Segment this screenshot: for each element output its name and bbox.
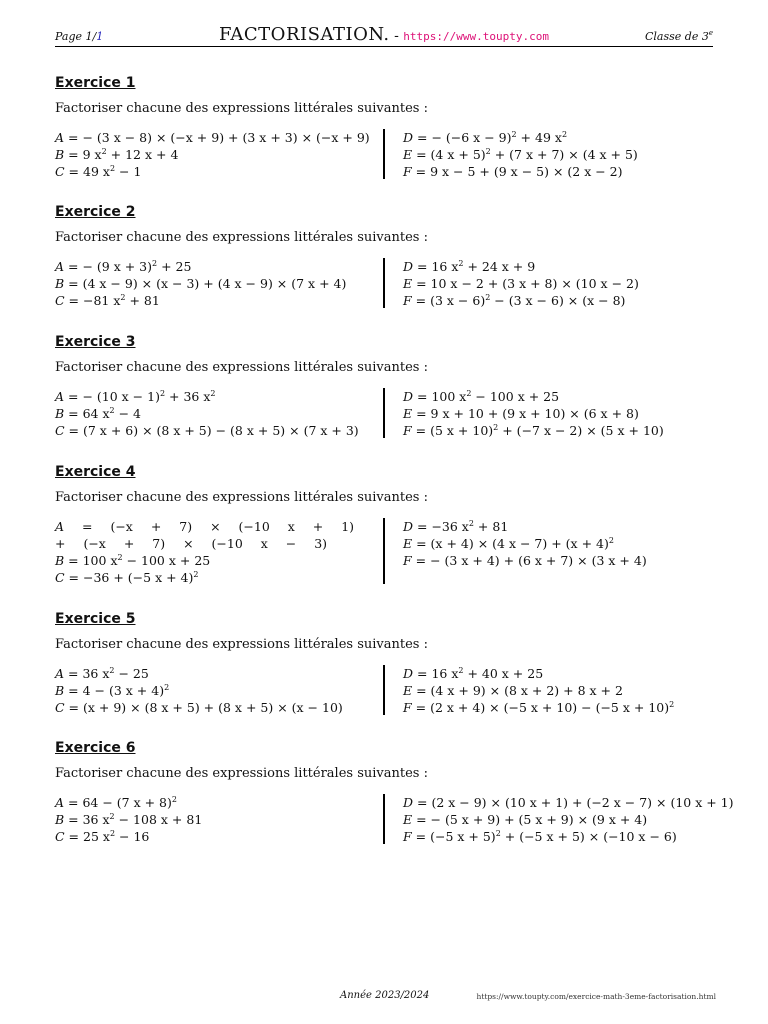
exercise-title: Exercice 3 xyxy=(55,334,136,350)
expression-columns xyxy=(55,665,715,717)
expression-d: D = −36 $x^2 + 81$ xyxy=(403,519,509,534)
column-divider xyxy=(383,518,385,584)
right-column xyxy=(403,258,723,309)
expression-a: A = 64 − (7 x + 8)$^2$ xyxy=(55,795,177,810)
expression-columns xyxy=(55,518,715,588)
right-column xyxy=(403,518,723,569)
exercise-title: Exercice 5 xyxy=(55,611,136,627)
exercise-1 xyxy=(55,75,715,181)
expression-b: B = 100 $x^2 - 100$ x + 25 xyxy=(55,553,211,568)
exercise-instruction: Factoriser chacune des expressions littérales suivantes : xyxy=(55,766,428,781)
footer-link[interactable]: https://www.toupty.com/exercice-math-3eme-factorisation.html xyxy=(476,992,716,1001)
expression-f: F = (5 x + 10)$^2$ + (−7 x − 2) × (5 x + 10) xyxy=(403,423,664,438)
expression-f: F = 9 x − 5 + (9 x − 5) × (2 x − 2) xyxy=(403,164,623,179)
expression-a: A = 36 $x^2 - 25$ xyxy=(55,666,149,681)
expression-d: D = − (−6 x − 9)$^2$ + 49 $x^2$ xyxy=(403,130,568,145)
expression-e: E = (4 x + 9) × (8 x + 2) + 8 x + 2 xyxy=(403,683,623,698)
expression-e: E = 10 x − 2 + (3 x + 8) × (10 x − 2) xyxy=(403,276,639,291)
column-divider xyxy=(383,129,385,179)
right-column xyxy=(403,794,734,845)
expression-c: C = (7 x + 6) × (8 x + 5) − (8 x + 5) × (7 x + 3) xyxy=(55,423,359,438)
expression-b: B = 36 $x^2 - 108$ x + 81 xyxy=(55,812,203,827)
exercise-3 xyxy=(55,334,715,440)
class-level: Classe de 3e xyxy=(645,29,713,43)
title-separator: - xyxy=(389,28,404,44)
expression-e: E = (4 x + 5)$^2$ + (7 x + 7) × (4 x + 5) xyxy=(403,147,638,162)
expression-columns xyxy=(55,388,715,440)
exercise-title: Exercice 4 xyxy=(55,464,136,480)
expression-a: A = − (10 x − 1)$^2$ + 36 $x^2$ xyxy=(55,389,216,404)
page-header xyxy=(55,22,713,47)
exercise-instruction: Factoriser chacune des expressions littérales suivantes : xyxy=(55,230,428,245)
exercise-instruction: Factoriser chacune des expressions littérales suivantes : xyxy=(55,101,428,116)
left-column xyxy=(55,665,375,716)
expression-f: F = − (3 x + 4) + (6 x + 7) × (3 x + 4) xyxy=(403,553,647,568)
expression-a: A = (−x + 7) × (−10 x + 1) + (−x + 7) × (−10 x − 3) xyxy=(55,519,355,551)
expression-d: D = 16 $x^2 + 40$ x + 25 xyxy=(403,666,544,681)
expression-c: C = −81 $x^2 + 81$ xyxy=(55,293,160,308)
expression-d: D = 100 $x^2 - 100$ x + 25 xyxy=(403,389,560,404)
page-footer xyxy=(0,990,768,1004)
exercise-instruction: Factoriser chacune des expressions littérales suivantes : xyxy=(55,637,428,652)
exercise-title: Exercice 6 xyxy=(55,740,136,756)
school-year: Année 2023/2024 xyxy=(340,990,430,1001)
column-divider xyxy=(383,258,385,308)
expression-e: E = (x + 4) × (4 $x - 7) + (x + 4)^2$ xyxy=(403,536,614,551)
left-column xyxy=(55,129,375,180)
expression-d: D = (2 x − 9) × (10 x + 1) + (−2 x − 7) × (10 x + 1) xyxy=(403,795,734,810)
expression-b: B = 9 $x^2 + 12$ x + 4 xyxy=(55,147,179,162)
exercise-instruction: Factoriser chacune des expressions littérales suivantes : xyxy=(55,490,428,505)
expression-c: C = (x + 9) × (8 x + 5) + (8 x + 5) × (x − 10) xyxy=(55,700,343,715)
expression-columns xyxy=(55,794,734,846)
page-number: Page 1/1 xyxy=(55,30,104,43)
expression-columns xyxy=(55,129,715,181)
right-column xyxy=(403,388,723,439)
right-column xyxy=(403,665,723,716)
exercise-6 xyxy=(55,740,734,846)
left-column xyxy=(55,388,375,439)
left-column xyxy=(55,794,375,845)
exercise-4 xyxy=(55,464,715,588)
expression-columns xyxy=(55,258,715,310)
column-divider xyxy=(383,665,385,715)
expression-c: C = −36 + (−5 x + 4)$^2$ xyxy=(55,570,199,585)
exercise-title: Exercice 2 xyxy=(55,204,136,220)
site-link[interactable]: https://www.toupty.com xyxy=(403,30,549,43)
expression-b: B = (4 x − 9) × (x − 3) + (4 x − 9) × (7 x + 4) xyxy=(55,276,347,291)
expression-c: C = 49 $x^2 - 1$ xyxy=(55,164,142,179)
column-divider xyxy=(383,388,385,438)
expression-a: A = − (9 x + 3)$^2$ + 25 xyxy=(55,259,192,274)
right-column xyxy=(403,129,723,180)
expression-d: D = 16 $x^2 + 24$ x + 9 xyxy=(403,259,536,274)
exercise-2 xyxy=(55,204,715,310)
left-column xyxy=(55,518,375,586)
expression-b: B = 64 $x^2 - 4$ xyxy=(55,406,142,421)
exercise-title: Exercice 1 xyxy=(55,75,136,91)
expression-c: C = 25 $x^2 - 16$ xyxy=(55,829,150,844)
exercise-instruction: Factoriser chacune des expressions littérales suivantes : xyxy=(55,360,428,375)
exercise-5 xyxy=(55,611,715,717)
column-divider xyxy=(383,794,385,844)
expression-f: F = (−5 x + 5)$^2$ + (−5 x + 5) × (−10 x − 6) xyxy=(403,829,677,844)
expression-b: B = 4 − (3 x + 4)$^2$ xyxy=(55,683,170,698)
header-center xyxy=(55,24,713,45)
expression-f: F = (3 x − 6)$^2$ − (3 x − 6) × (x − 8) xyxy=(403,293,626,308)
expression-a: A = − (3 x − 8) × (−x + 9) + (3 x + 3) × (−x + 9) xyxy=(55,130,370,145)
expression-e: E = 9 x + 10 + (9 x + 10) × (6 x + 8) xyxy=(403,406,639,421)
expression-e: E = − (5 x + 9) + (5 x + 9) × (9 x + 4) xyxy=(403,812,648,827)
left-column xyxy=(55,258,375,309)
expression-f: F = (2 x + 4) × (−5 x + 10) − (−5 x + 10)$^2$ xyxy=(403,700,675,715)
document-title: FACTORISATION. xyxy=(218,24,390,45)
page-total-link[interactable]: 1 xyxy=(96,30,104,43)
